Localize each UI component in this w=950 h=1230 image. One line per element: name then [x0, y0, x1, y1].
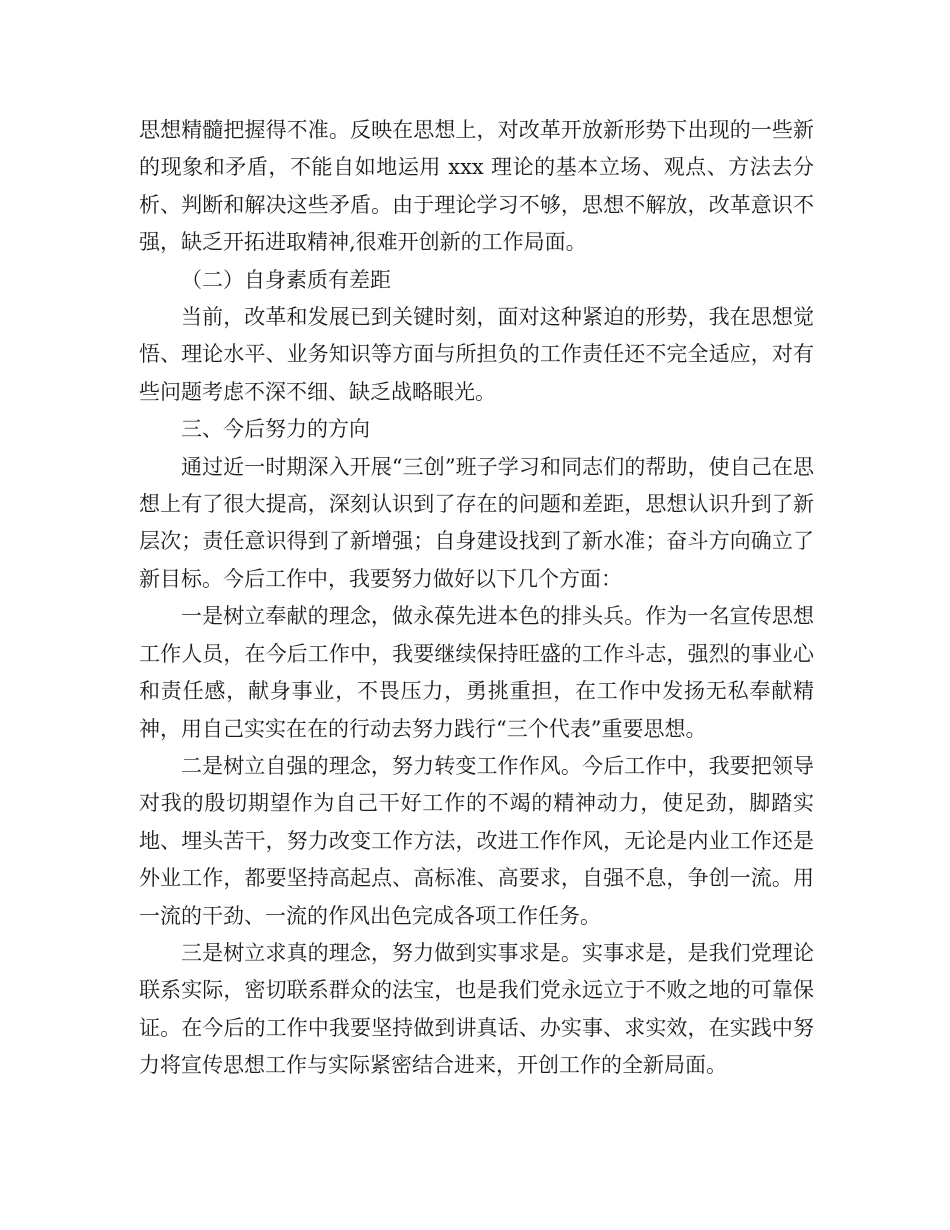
paragraph-point-one: 一是树立奉献的理念，做永葆先进本色的排头兵。作为一名宣传思想工作人员，在今后工作中，我要继续保持旺盛的工作斗志，强烈的事业心和责任感，献身事业，不畏压力，勇挑重担，在工作中发扬无私奉献精神，用自己实实在在的行动去努力践行“三个代表”重要思想。	[139, 604, 814, 741]
paragraph-point-three: 三是树立求真的理念，努力做到实事求是。实事求是，是我们党理论联系实际，密切联系群众的法宝，也是我们党永远立于不败之地的可靠保证。在今后的工作中我要坚持做到讲真话、办实事、求实效，在实践中努力将宣传思想工作与实际紧密结合进来，开创工作的全新局面。	[139, 940, 814, 1078]
paragraph-future-intro: 通过近一时期深入开展“三创”班子学习和同志们的帮助，使自己在思想上有了很大提高，深刻认识到了存在的问题和差距，思想认识升到了新层次；责任意识得到了新增强；自身建设找到了新水准；奋斗方向确立了新目标。今后工作中，我要努力做好以下几个方面：	[139, 454, 814, 591]
section-heading-future-direction: 三、今后努力的方向	[181, 417, 370, 442]
document-body	[139, 112, 814, 1085]
paragraph-self-quality: 当前，改革和发展已到关键时刻，面对这种紧迫的形势，我在思想觉悟、理论水平、业务知识等方面与所担负的工作责任还不完全适应，对有些问题考虑不深不细、缺乏战略眼光。	[139, 305, 814, 404]
paragraph-point-two: 二是树立自强的理念，努力转变工作作风。今后工作中，我要把领导对我的殷切期望作为自己干好工作的不竭的精神动力，使足劲，脚踏实地、埋头苦干，努力改变工作方法，改进工作作风，无论是内业工作还是外业工作，都要坚持高起点、高标准、高要求，自强不息，争创一流。用一流的干劲、一流的作风出色完成各项工作任务。	[139, 753, 814, 928]
section-heading-self-quality: （二）自身素质有差距	[181, 267, 391, 292]
paragraph-continuation: 思想精髓把握得不准。反映在思想上，对改革开放新形势下出现的一些新的现象和矛盾，不能自如地运用 xxx 理论的基本立场、观点、方法去分析、判断和解决这些矛盾。由于理论学习不够，思想不解放，改革意识不强，缺乏开拓进取精神,很难开创新的工作局面。	[139, 118, 814, 255]
